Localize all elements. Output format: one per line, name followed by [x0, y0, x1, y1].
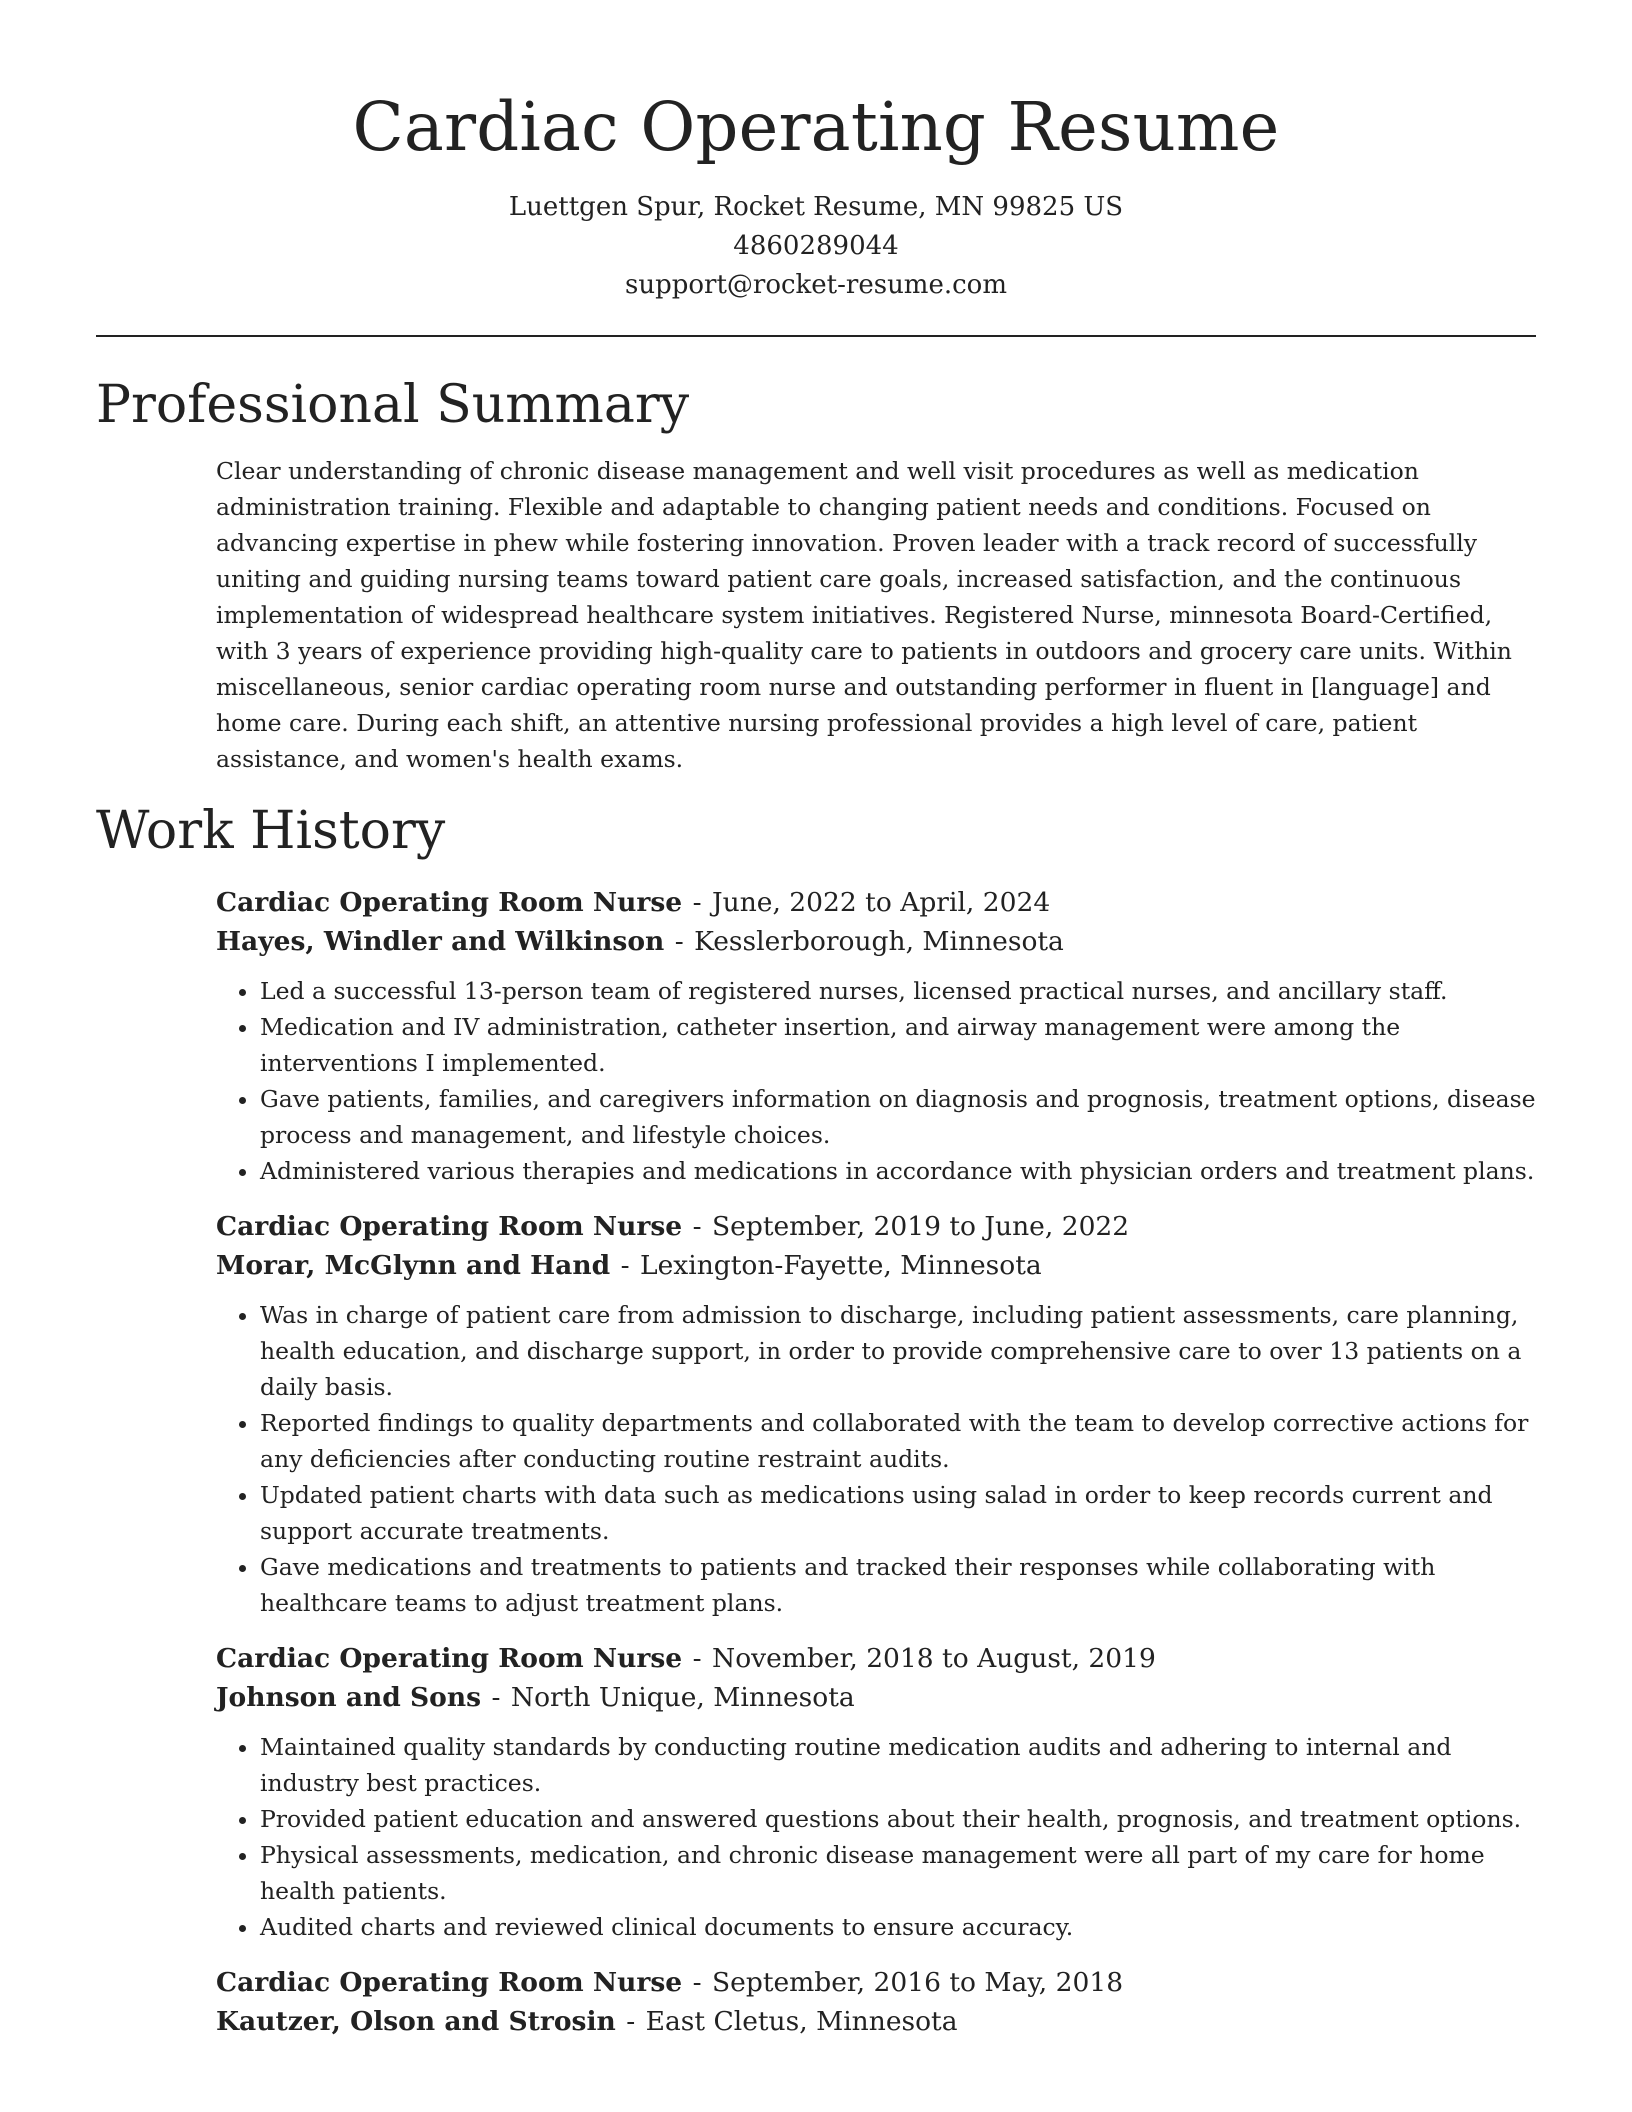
job-title-line	[216, 1207, 1536, 1246]
separator: -	[674, 926, 684, 957]
job-entry	[216, 1963, 1536, 2041]
job-bullet: • Updated patient charts with data such as medications using salad in order to keep records current and support accurate treatments.	[260, 1477, 1536, 1549]
summary-heading: Professional Summary	[96, 375, 690, 435]
job-bullet: • Audited charts and reviewed clinical documents to ensure accuracy.	[260, 1909, 1536, 1945]
separator: -	[692, 1967, 702, 1998]
job-employer-line	[216, 1678, 1536, 1717]
job-bullet: • Led a successful 13-person team of registered nurses, licensed practical nurses, and ancillary staff.	[260, 973, 1536, 1009]
separator: -	[692, 887, 702, 918]
job-bullet: • Was in charge of patient care from admission to discharge, including patient assessments, care planning, health education, and discharge support, in order to provide comprehensive care to over 13 patients on a daily basis.	[260, 1297, 1536, 1405]
job-bullets	[216, 1297, 1536, 1621]
header-divider	[96, 335, 1536, 337]
job-title-line	[216, 883, 1536, 922]
job-title: Cardiac Operating Room Nurse	[216, 1211, 683, 1242]
job-bullet: • Gave patients, families, and caregivers information on diagnosis and prognosis, treatment options, disease process and management, and lifestyle choices.	[260, 1081, 1536, 1153]
job-employer-line	[216, 2002, 1536, 2041]
work-history-heading: Work History	[96, 801, 446, 861]
job-dates: June, 2022 to April, 2024	[712, 887, 1051, 918]
job-title: Cardiac Operating Room Nurse	[216, 1643, 683, 1674]
job-employer: Morar, McGlynn and Hand	[216, 1250, 611, 1281]
job-entry	[216, 1207, 1536, 1621]
resume-header	[96, 0, 1536, 305]
job-title: Cardiac Operating Room Nurse	[216, 1967, 683, 1998]
separator: -	[620, 1250, 630, 1281]
job-location: East Cletus, Minnesota	[645, 2006, 958, 2037]
job-bullets	[216, 1729, 1536, 1945]
job-bullet: • Physical assessments, medication, and chronic disease management were all part of my care for home health patients.	[260, 1837, 1536, 1909]
job-bullet: • Maintained quality standards by conducting routine medication audits and adhering to internal and industry best practices.	[260, 1729, 1536, 1801]
job-entry	[216, 883, 1536, 1189]
resume-name: Cardiac Operating Resume	[352, 88, 1280, 166]
job-title-line	[216, 1963, 1536, 2002]
job-dates: September, 2019 to June, 2022	[712, 1211, 1130, 1242]
job-employer-line	[216, 1246, 1536, 1285]
job-employer-line	[216, 922, 1536, 961]
job-bullet: • Gave medications and treatments to patients and tracked their responses while collaborating with healthcare teams to adjust treatment plans.	[260, 1549, 1536, 1621]
contact-info	[96, 188, 1536, 305]
contact-phone: 4860289044	[733, 231, 899, 261]
job-location: Kesslerborough, Minnesota	[694, 926, 1064, 957]
resume-page	[96, 0, 1536, 2041]
summary-text: Clear understanding of chronic disease management and well visit procedures as well as medication administration training. Flexible and adaptable to changing patient needs and conditions. Focused on advancing expertise in phew while fostering innovation. Proven leader with a track record of successfully uniting and guiding nursing teams toward patient care goals, increased satisfaction, and the continuous implementation of widespread healthcare system initiatives. Registered Nurse, minnesota Board-Certified, with 3 years of experience providing high-quality care to patients in outdoors and grocery care units. Within miscellaneous, senior cardiac operating room nurse and outstanding performer in fluent in [language] and home care. During each shift, an attentive nursing professional provides a high level of care, patient assistance, and women's health exams.	[216, 457, 1512, 773]
job-employer: Hayes, Windler and Wilkinson	[216, 926, 665, 957]
job-dates: November, 2018 to August, 2019	[712, 1643, 1156, 1674]
job-location: Lexington-Fayette, Minnesota	[640, 1250, 1042, 1281]
contact-address: Luettgen Spur, Rocket Resume, MN 99825 US	[508, 192, 1124, 222]
job-employer: Kautzer, Olson and Strosin	[216, 2006, 616, 2037]
job-location: North Unique, Minnesota	[510, 1682, 855, 1713]
job-bullet: • Administered various therapies and medications in accordance with physician orders and treatment plans.	[260, 1153, 1536, 1189]
job-employer: Johnson and Sons	[216, 1682, 482, 1713]
separator: -	[626, 2006, 636, 2037]
job-bullet: • Medication and IV administration, catheter insertion, and airway management were among the interventions I implemented.	[260, 1009, 1536, 1081]
separator: -	[692, 1211, 702, 1242]
job-title-line	[216, 1639, 1536, 1678]
job-bullet: • Reported findings to quality departments and collaborated with the team to develop corrective actions for any deficiencies after conducting routine restraint audits.	[260, 1405, 1536, 1477]
job-title: Cardiac Operating Room Nurse	[216, 887, 683, 918]
contact-email: support@rocket-resume.com	[624, 270, 1007, 300]
job-dates: September, 2016 to May, 2018	[712, 1967, 1124, 1998]
separator: -	[692, 1643, 702, 1674]
job-entry	[216, 1639, 1536, 1945]
separator: -	[491, 1682, 501, 1713]
job-bullet: • Provided patient education and answered questions about their health, prognosis, and treatment options.	[260, 1801, 1536, 1837]
job-bullets	[216, 973, 1536, 1189]
